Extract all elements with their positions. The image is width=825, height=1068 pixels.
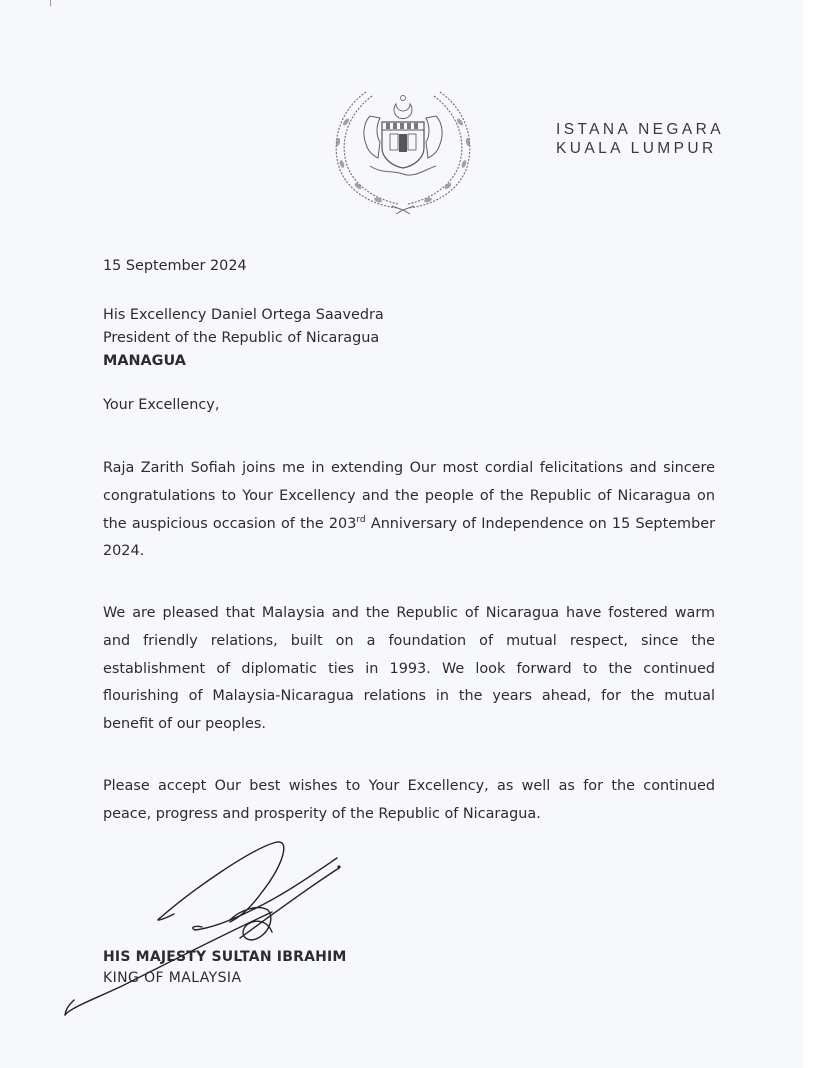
signatory-title: KING OF MALAYSIA bbox=[103, 970, 242, 986]
signatory-name: HIS MAJESTY SULTAN IBRAHIM bbox=[103, 949, 347, 965]
royal-coat-of-arms-icon bbox=[326, 82, 480, 214]
handwritten-signature-icon bbox=[62, 830, 352, 1025]
paragraph-1-text-a: Raja Zarith Sofiah joins me in extending Our most cordial felicitations and sincere congratulations to Your Excellency and the people of the Republic of Nicaragua on the auspicious occasion of the 203 bbox=[103, 460, 715, 532]
paragraph-relations: We are pleased that Malaysia and the Republic of Nicaragua have fostered warm and friendly relations, built on a foundation of mutual respect, since the establishment of diplomatic ties in 1993. We look forward to the continued flourishing of Malaysia-Nicaragua relations in the years ahead, for the mutual benefit of our peoples. bbox=[103, 605, 715, 733]
signatory bbox=[103, 947, 347, 989]
letterhead-line-2: KUALA LUMPUR bbox=[556, 140, 717, 157]
scan-mark bbox=[50, 0, 51, 6]
recipient-name: His Excellency Daniel Ortega Saavedra bbox=[103, 307, 384, 323]
letterhead bbox=[556, 120, 724, 158]
ordinal-suffix: rd bbox=[356, 514, 366, 525]
paragraph-congratulations bbox=[103, 455, 715, 566]
letter-date: 15 September 2024 bbox=[103, 258, 247, 274]
paragraph-best-wishes: Please accept Our best wishes to Your Excellency, as well as for the continued peace, progress and prosperity of the Republic of Nicaragua. bbox=[103, 778, 715, 822]
paragraph-1-text-b: Anniversary of Independence on 15 September 2024. bbox=[103, 515, 715, 560]
salutation: Your Excellency, bbox=[103, 397, 220, 413]
recipient-title: President of the Republic of Nicaragua bbox=[103, 330, 380, 346]
recipient-address bbox=[103, 304, 384, 373]
letterhead-line-1: ISTANA NEGARA bbox=[556, 121, 724, 138]
recipient-city: MANAGUA bbox=[103, 353, 186, 369]
